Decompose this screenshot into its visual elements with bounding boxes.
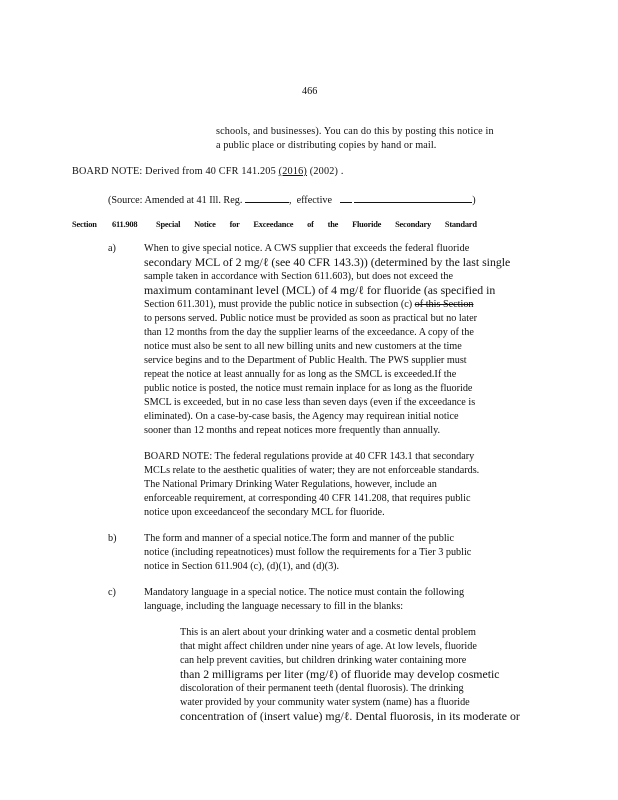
quote-line-4: than 2 milligrams per liter (mg/ℓ) of fluoride may develop cosmetic: [180, 667, 500, 681]
quote-line-2: that might affect children under nine years of age. At low levels, fluoride: [180, 641, 477, 652]
para-a-line-4: maximum contaminant level (MCL) of 4 mg/ℓ for fluoride (as specified in: [144, 283, 496, 297]
para-a-line-12: SMCL is exceeded, but in no case less than seven days (even if the exceedance is: [144, 397, 476, 408]
source-line: (Source: Amended at 41 Ill. Reg. , effective ): [108, 195, 476, 206]
para-a-line-5: [144, 299, 474, 311]
section-label: Section: [72, 220, 97, 229]
para-a-line-5-text: Section 611.301), must provide the public notice in subsection (c): [144, 299, 413, 310]
board-note-derived-inserted: (2016): [278, 166, 308, 177]
para-b-label: b): [108, 533, 117, 544]
para-a-line-3: sample taken in accordance with Section 611.603), but does not exceed the: [144, 271, 454, 282]
source-effective: effective: [296, 195, 333, 206]
quote-line-6: water provided by your community water system (name) has a fluoride: [180, 697, 470, 708]
source-blank-1: [340, 193, 352, 203]
para-a-line-11: public notice is posted, the notice must remain inplace for as long as the fluoride: [144, 383, 473, 394]
source-text: (Source: Amended at 41 Ill. Reg.: [108, 195, 243, 206]
para-c-label: c): [108, 587, 116, 598]
para-a-line-1: When to give special notice. A CWS supplier that exceeds the federal fluoride: [144, 243, 470, 254]
source-blank-2: [354, 193, 472, 203]
board-note-2-line-3: The National Primary Drinking Water Regulations, however, include an: [144, 479, 437, 490]
para-a-line-14: sooner than 12 months and repeat notices more frequently than annually.: [144, 425, 441, 436]
para-a-line-7: than 12 months from the day the supplier learns of the exceedance. A copy of the: [144, 327, 474, 338]
section-title: Special Notice for Exceedance of the Fluoride Secondary Standard: [156, 220, 477, 229]
intro-line-2: a public place or distributing copies by hand or mail.: [216, 140, 437, 151]
para-a-line-13: eliminated). On a case-by-case basis, the Agency may requirean initial notice: [144, 411, 459, 422]
board-note-2-line-1: BOARD NOTE: The federal regulations provide at 40 CFR 143.1 that secondary: [144, 451, 475, 462]
para-b-line-1: The form and manner of a special notice.The form and manner of the public: [144, 533, 455, 544]
section-number: 611.908: [112, 220, 138, 229]
para-b-line-2: notice (including repeatnotices) must follow the requirements for a Tier 3 public: [144, 547, 472, 558]
board-note-derived: [72, 166, 344, 178]
para-a-line-6: to persons served. Public notice must be provided as soon as practical but no later: [144, 313, 477, 324]
para-b-line-3: notice in Section 611.904 (c), (d)(1), and (d)(3).: [144, 561, 340, 572]
para-a-label: a): [108, 243, 116, 254]
para-a-line-8: notice must also be sent to all new billing units and new customers at the time: [144, 341, 462, 352]
board-note-derived-suffix: (2002) .: [309, 166, 344, 177]
intro-line-1: schools, and businesses). You can do this by posting this notice in: [216, 126, 494, 137]
quote-line-7: concentration of (insert value) mg/ℓ. Dental fluorosis, in its moderate or: [180, 709, 520, 723]
quote-line-5: discoloration of their permanent teeth (dental fluorosis). The drinking: [180, 683, 464, 694]
para-c-line-2: language, including the language necessary to fill in the blanks:: [144, 601, 404, 612]
para-a-line-2: secondary MCL of 2 mg/ℓ (see 40 CFR 143.3)) (determined by the last single: [144, 255, 511, 269]
board-note-2-line-2: MCLs relate to the aesthetic qualities of water; they are not enforceable standards.: [144, 465, 480, 476]
page-number: 466: [302, 86, 318, 97]
source-blank-reg: [245, 193, 289, 203]
source-close: ): [472, 195, 476, 206]
board-note-derived-prefix: BOARD NOTE: Derived from 40 CFR 141.205: [72, 166, 276, 177]
board-note-2-line-5: notice upon exceedanceof the secondary MCL for fluoride.: [144, 507, 385, 518]
quote-line-1: This is an alert about your drinking water and a cosmetic dental problem: [180, 627, 476, 638]
board-note-2-line-4: enforceable requirement, at corresponding 40 CFR 141.208, that requires public: [144, 493, 471, 504]
quote-line-3: can help prevent cavities, but children drinking water containing more: [180, 655, 467, 666]
para-a-line-10: repeat the notice at least annually for as long as the SMCL is exceeded.If the: [144, 369, 457, 380]
para-a-struck-text: of this Section: [414, 299, 474, 310]
para-a-line-9: service begins and to the Department of Public Health. The PWS supplier must: [144, 355, 467, 366]
para-c-line-1: Mandatory language in a special notice. The notice must contain the following: [144, 587, 465, 598]
